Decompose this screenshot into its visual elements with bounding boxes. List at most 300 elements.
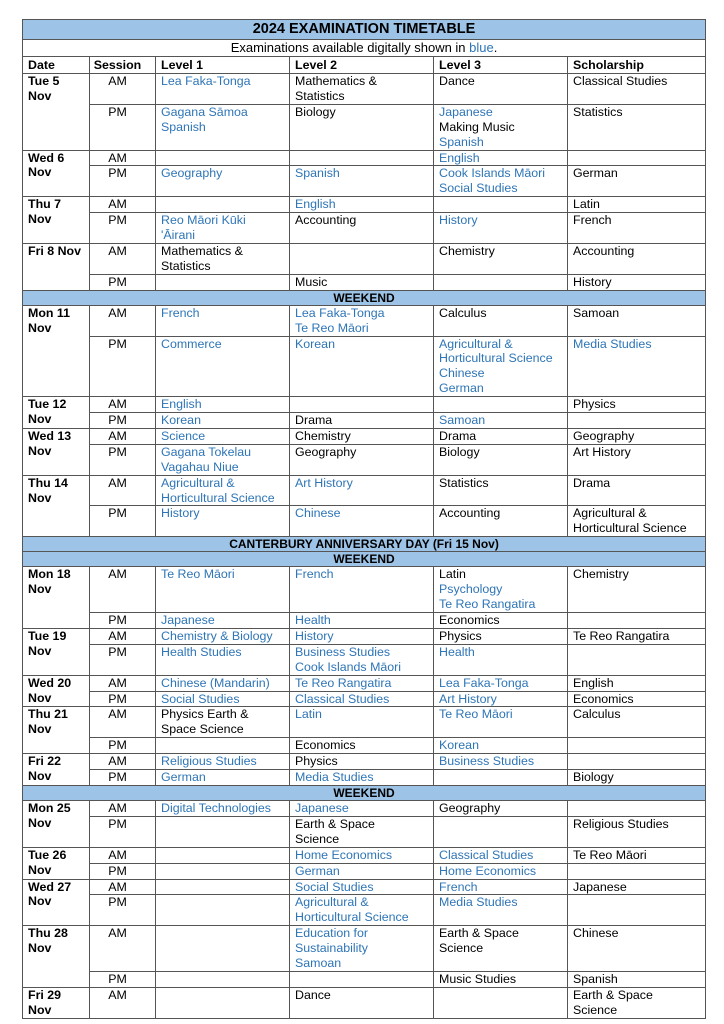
date-line: Thu 7	[28, 197, 62, 212]
level-2-cell	[290, 397, 434, 413]
table-row	[23, 166, 706, 197]
date-line: Wed 13	[28, 428, 72, 443]
header-date: Date	[23, 57, 90, 74]
table-row	[23, 243, 706, 274]
digital-exam-subject: Japanese	[161, 613, 215, 627]
level-2-cell	[290, 800, 434, 816]
date-line: Tue 19	[28, 628, 67, 643]
scholarship-cell	[568, 816, 706, 847]
date-line: Mon 11	[28, 305, 70, 320]
exam-subject: Earth & Space	[295, 816, 375, 831]
scholarship-cell	[568, 628, 706, 644]
level-3-cell	[434, 104, 568, 150]
digital-exam-subject: English	[161, 397, 202, 412]
exam-subject: Biology	[573, 770, 614, 785]
level-2-cell	[290, 243, 434, 274]
exam-subject: Mathematics &	[161, 243, 243, 258]
exam-subject: History	[573, 274, 612, 289]
scholarship-cell	[568, 336, 706, 397]
digital-exam-subject: Spanish	[295, 166, 340, 181]
date-cell	[23, 847, 90, 879]
level-1-cell	[156, 754, 290, 770]
date-line: Nov	[28, 165, 52, 180]
level-1-cell	[156, 863, 290, 879]
level-3-cell	[434, 274, 568, 290]
exam-subject: Earth & Space	[439, 926, 519, 941]
level-3-cell	[434, 847, 568, 863]
level-1-cell	[156, 987, 290, 1018]
date-cell	[23, 707, 90, 754]
level-3-cell	[434, 644, 568, 675]
level-3-cell	[434, 691, 568, 707]
digital-exam-subject: Media Studies	[573, 336, 652, 351]
session-cell: PM	[90, 863, 156, 879]
level-1-cell	[156, 675, 290, 691]
table-row	[23, 707, 706, 738]
digital-exam-subject: Korean	[439, 738, 479, 753]
session-cell: PM	[90, 816, 156, 847]
exam-subject: Te Reo Rangatira	[573, 628, 670, 643]
session-cell: PM	[90, 895, 156, 926]
digital-exam-subject: French	[439, 879, 478, 894]
table-row	[23, 691, 706, 707]
scholarship-cell	[568, 397, 706, 413]
date-line: Thu 21	[28, 707, 68, 722]
scholarship-cell	[568, 895, 706, 926]
digital-exam-subject: Education for	[295, 926, 369, 941]
level-2-cell	[290, 104, 434, 150]
level-1-cell	[156, 74, 290, 105]
exam-subject: Music Studies	[439, 971, 517, 986]
exam-subject: Latin	[439, 567, 466, 582]
digital-exam-subject: Reo Māori Kūki	[161, 213, 246, 228]
level-2-cell	[290, 567, 434, 613]
level-2-cell	[290, 754, 434, 770]
date-line: Mon 25	[28, 800, 71, 815]
exam-subject: Geography	[439, 800, 501, 815]
level-1-cell	[156, 816, 290, 847]
date-cell	[23, 428, 90, 475]
digital-exam-subject: Gagana Tokelau	[161, 444, 252, 459]
session-cell: PM	[90, 413, 156, 429]
table-row	[23, 197, 706, 213]
exam-subject: Chinese	[573, 926, 619, 941]
session-cell: PM	[90, 770, 156, 786]
table-row	[23, 613, 706, 629]
date-line: Tue 5	[28, 74, 60, 88]
level-3-cell	[434, 738, 568, 754]
level-1-cell	[156, 628, 290, 644]
date-line: Nov	[28, 722, 52, 737]
level-3-cell	[434, 166, 568, 197]
digital-exam-subject: Health Studies	[161, 644, 242, 659]
date-line: Wed 20	[28, 675, 72, 690]
table-row	[23, 428, 706, 444]
table-row	[23, 879, 706, 895]
session-cell: AM	[90, 675, 156, 691]
digital-exam-subject: Spanish	[439, 134, 484, 149]
date-cell	[23, 628, 90, 675]
level-3-cell	[434, 197, 568, 213]
level-2-cell	[290, 305, 434, 336]
level-1-cell	[156, 166, 290, 197]
digital-exam-subject: Religious Studies	[161, 754, 257, 769]
digital-exam-subject: Te Reo Māori	[439, 707, 513, 722]
digital-exam-subject: Samoan	[295, 956, 342, 971]
level-3-cell	[434, 675, 568, 691]
date-cell	[23, 754, 90, 786]
digital-exam-subject: Cook Islands Māori	[295, 659, 402, 674]
date-line: Mon 18	[28, 567, 71, 582]
digital-exam-subject: Home Economics	[295, 847, 393, 862]
table-row	[23, 104, 706, 150]
date-line: Nov	[28, 643, 52, 658]
date-cell	[23, 675, 90, 707]
session-cell: AM	[90, 879, 156, 895]
digital-exam-subject: Cook Islands Māori	[439, 166, 546, 181]
level-2-cell	[290, 971, 434, 987]
digital-exam-subject: Chinese (Mandarin)	[161, 675, 270, 690]
digital-exam-subject: Social Studies	[161, 691, 240, 706]
exam-subject: Music	[295, 274, 328, 289]
header-session: Session	[90, 57, 156, 74]
exam-subject: Physics Earth &	[161, 707, 249, 722]
level-3-cell	[434, 397, 568, 413]
scholarship-cell	[568, 274, 706, 290]
digital-exam-subject: French	[161, 305, 200, 320]
exam-subject: Economics	[439, 613, 500, 627]
digital-exam-subject: Horticultural Science	[161, 490, 275, 505]
scholarship-cell	[568, 879, 706, 895]
exam-subject: Calculus	[439, 305, 487, 320]
session-cell: PM	[90, 738, 156, 754]
level-2-cell	[290, 444, 434, 475]
level-3-cell	[434, 150, 568, 166]
scholarship-cell	[568, 197, 706, 213]
header-row	[23, 57, 706, 74]
digital-exam-subject: German	[161, 770, 206, 785]
level-3-cell	[434, 336, 568, 397]
exam-subject: Space Science	[161, 722, 244, 737]
level-2-cell	[290, 336, 434, 397]
table-row	[23, 800, 706, 816]
table-row	[23, 770, 706, 786]
date-line: Nov	[28, 212, 52, 227]
level-3-cell	[434, 413, 568, 429]
table-row	[23, 567, 706, 613]
date-line: Fri 22	[28, 754, 62, 769]
exam-subject: Physics	[439, 628, 482, 643]
date-line: Nov	[28, 1002, 52, 1017]
session-cell: PM	[90, 644, 156, 675]
digital-exam-subject: Media Studies	[295, 770, 374, 785]
level-2-cell	[290, 691, 434, 707]
exam-subject: Calculus	[573, 707, 621, 722]
exam-subject: Statistics	[573, 104, 623, 119]
scholarship-cell	[568, 475, 706, 506]
level-2-cell	[290, 770, 434, 786]
level-3-cell	[434, 926, 568, 972]
table-row	[23, 971, 706, 987]
exam-subject: Accounting	[295, 213, 357, 228]
exam-subject: Science	[573, 1002, 618, 1017]
exam-subject: Accounting	[439, 506, 501, 521]
level-3-cell	[434, 305, 568, 336]
session-cell: PM	[90, 691, 156, 707]
scholarship-cell	[568, 567, 706, 613]
exam-subject: Te Reo Māori	[573, 847, 647, 862]
level-3-cell	[434, 895, 568, 926]
level-3-cell	[434, 444, 568, 475]
level-3-cell	[434, 567, 568, 613]
level-3-cell	[434, 971, 568, 987]
level-1-cell	[156, 305, 290, 336]
exam-subject: Economics	[573, 691, 634, 706]
table-row	[23, 475, 706, 506]
session-cell: PM	[90, 213, 156, 244]
date-line: Nov	[28, 320, 52, 335]
digital-exam-subject: Te Reo Rangatira	[439, 597, 536, 612]
digital-exam-subject: Agricultural &	[161, 475, 235, 490]
table-row	[23, 754, 706, 770]
table-row	[23, 675, 706, 691]
digital-exam-subject: English	[295, 197, 336, 212]
banner-text: WEEKEND	[23, 552, 706, 567]
level-3-cell	[434, 879, 568, 895]
digital-exam-subject: Psychology	[439, 582, 503, 597]
exam-subject: Physics	[295, 754, 338, 769]
date-cell	[23, 243, 90, 290]
session-cell: AM	[90, 800, 156, 816]
timetable-table	[22, 19, 706, 1019]
level-1-cell	[156, 243, 290, 274]
session-cell: AM	[90, 305, 156, 336]
exam-subject: Making Music	[439, 119, 515, 134]
level-1-cell	[156, 475, 290, 506]
date-cell	[23, 926, 90, 988]
session-cell: AM	[90, 847, 156, 863]
scholarship-cell	[568, 428, 706, 444]
level-1-cell	[156, 738, 290, 754]
header-level-3: Level 3	[434, 57, 568, 74]
table-row	[23, 413, 706, 429]
digital-exam-subject: Lea Faka-Tonga	[295, 305, 385, 320]
scholarship-cell	[568, 770, 706, 786]
level-3-cell	[434, 628, 568, 644]
scholarship-cell	[568, 971, 706, 987]
level-1-cell	[156, 413, 290, 429]
date-line: Nov	[28, 941, 52, 956]
session-cell: PM	[90, 613, 156, 629]
scholarship-cell	[568, 166, 706, 197]
digital-exam-subject: Health	[439, 644, 475, 659]
level-2-cell	[290, 74, 434, 105]
exam-subject: Statistics	[295, 88, 345, 103]
digital-exam-subject: Japanese	[439, 104, 493, 119]
table-row	[23, 397, 706, 413]
scholarship-cell	[568, 305, 706, 336]
scholarship-cell	[568, 150, 706, 166]
scholarship-cell	[568, 444, 706, 475]
level-3-cell	[434, 800, 568, 816]
level-2-cell	[290, 428, 434, 444]
table-row	[23, 74, 706, 105]
date-line: Nov	[28, 862, 52, 877]
date-cell	[23, 397, 90, 429]
date-line: Nov	[28, 443, 52, 458]
header-level-1: Level 1	[156, 57, 290, 74]
digital-exam-subject: Spanish	[161, 119, 206, 134]
exam-subject: Japanese	[573, 879, 627, 894]
level-2-cell	[290, 413, 434, 429]
digital-exam-subject: Te Reo Rangatira	[295, 675, 392, 690]
level-2-cell	[290, 816, 434, 847]
digital-exam-subject: Chemistry & Biology	[161, 628, 273, 643]
exam-subject: French	[573, 213, 612, 228]
session-cell: AM	[90, 74, 156, 105]
date-line: Nov	[28, 894, 52, 909]
scholarship-cell	[568, 863, 706, 879]
date-cell	[23, 800, 90, 847]
scholarship-cell	[568, 243, 706, 274]
digital-exam-subject: Classical Studies	[439, 847, 534, 862]
level-1-cell	[156, 274, 290, 290]
scholarship-cell	[568, 707, 706, 738]
level-1-cell	[156, 770, 290, 786]
exam-subject: Agricultural &	[573, 506, 647, 521]
digital-exam-subject: Classical Studies	[295, 691, 390, 706]
digital-exam-subject: History	[295, 628, 334, 643]
exam-subject: Science	[295, 831, 340, 846]
date-cell	[23, 475, 90, 537]
digital-exam-subject: Horticultural Science	[295, 910, 409, 925]
exam-subject: Classical Studies	[573, 74, 668, 88]
digital-exam-subject: Commerce	[161, 336, 222, 351]
level-2-cell	[290, 197, 434, 213]
table-row	[23, 863, 706, 879]
level-3-cell	[434, 770, 568, 786]
digital-exam-subject: Te Reo Māori	[295, 320, 369, 335]
digital-exam-subject: Media Studies	[439, 895, 518, 910]
level-1-cell	[156, 397, 290, 413]
banner-row	[23, 537, 706, 552]
table-row	[23, 847, 706, 863]
digital-exam-subject: History	[439, 213, 478, 228]
exam-subject: Dance	[295, 987, 331, 1002]
session-cell: AM	[90, 567, 156, 613]
date-line: Nov	[28, 490, 52, 505]
digital-exam-subject: Social Studies	[439, 181, 518, 196]
digital-exam-subject: Business Studies	[295, 644, 391, 659]
scholarship-cell	[568, 847, 706, 863]
digital-exam-subject: Home Economics	[439, 863, 537, 878]
table-row	[23, 305, 706, 336]
exam-subject: Spanish	[573, 971, 618, 986]
exam-subject: Science	[439, 941, 484, 956]
session-cell: PM	[90, 506, 156, 537]
date-line: Wed 27	[28, 879, 72, 894]
session-cell: AM	[90, 243, 156, 274]
exam-subject: Statistics	[439, 475, 489, 490]
level-2-cell	[290, 895, 434, 926]
banner-row	[23, 552, 706, 567]
exam-subject: Earth & Space	[573, 987, 653, 1002]
table-row	[23, 274, 706, 290]
level-3-cell	[434, 506, 568, 537]
level-1-cell	[156, 644, 290, 675]
digital-exam-subject: Japanese	[295, 800, 349, 815]
digital-exam-subject: Chinese	[295, 506, 341, 521]
level-1-cell	[156, 971, 290, 987]
digital-note	[23, 40, 706, 57]
digital-exam-subject: Agricultural &	[295, 895, 369, 910]
table-row	[23, 150, 706, 166]
table-row	[23, 987, 706, 1018]
digital-exam-subject: Latin	[295, 707, 322, 722]
table-row	[23, 816, 706, 847]
table-row	[23, 336, 706, 397]
level-1-cell	[156, 506, 290, 537]
scholarship-cell	[568, 644, 706, 675]
level-1-cell	[156, 150, 290, 166]
scholarship-cell	[568, 800, 706, 816]
level-3-cell	[434, 816, 568, 847]
digital-exam-subject: French	[295, 567, 334, 582]
digital-exam-subject: Geography	[161, 166, 223, 181]
level-1-cell	[156, 691, 290, 707]
date-line: Tue 26	[28, 847, 67, 862]
level-3-cell	[434, 428, 568, 444]
exam-subject: Mathematics &	[295, 74, 377, 88]
date-line: Fri 8 Nov	[28, 243, 82, 258]
exam-subject: Geography	[573, 428, 635, 443]
session-cell: AM	[90, 428, 156, 444]
session-cell: AM	[90, 707, 156, 738]
level-3-cell	[434, 987, 568, 1018]
table-row	[23, 213, 706, 244]
session-cell: AM	[90, 397, 156, 413]
exam-subject: Economics	[295, 738, 356, 753]
date-line: Tue 12	[28, 397, 67, 412]
timetable-body	[23, 74, 706, 1019]
session-cell: AM	[90, 150, 156, 166]
level-3-cell	[434, 213, 568, 244]
table-row	[23, 444, 706, 475]
exam-subject: Chemistry	[573, 567, 629, 582]
exam-subject: Physics	[573, 397, 616, 412]
session-cell: AM	[90, 926, 156, 972]
exam-subject: German	[573, 166, 618, 181]
level-2-cell	[290, 150, 434, 166]
header-scholarship: Scholarship	[568, 57, 706, 74]
level-2-cell	[290, 274, 434, 290]
digital-exam-subject: Vagahau Niue	[161, 459, 239, 474]
date-line: Nov	[28, 769, 52, 784]
banner-text: CANTERBURY ANNIVERSARY DAY (Fri 15 Nov)	[23, 537, 706, 552]
digital-exam-subject: Lea Faka-Tonga	[439, 675, 529, 690]
level-2-cell	[290, 987, 434, 1018]
digital-exam-subject: English	[439, 150, 480, 165]
session-cell: AM	[90, 628, 156, 644]
digital-note-suffix: .	[493, 40, 498, 55]
level-3-cell	[434, 74, 568, 105]
digital-exam-subject: Digital Technologies	[161, 800, 271, 815]
level-1-cell	[156, 428, 290, 444]
level-1-cell	[156, 707, 290, 738]
scholarship-cell	[568, 104, 706, 150]
banner-text: WEEKEND	[23, 290, 706, 305]
exam-subject: Chemistry	[295, 428, 351, 443]
